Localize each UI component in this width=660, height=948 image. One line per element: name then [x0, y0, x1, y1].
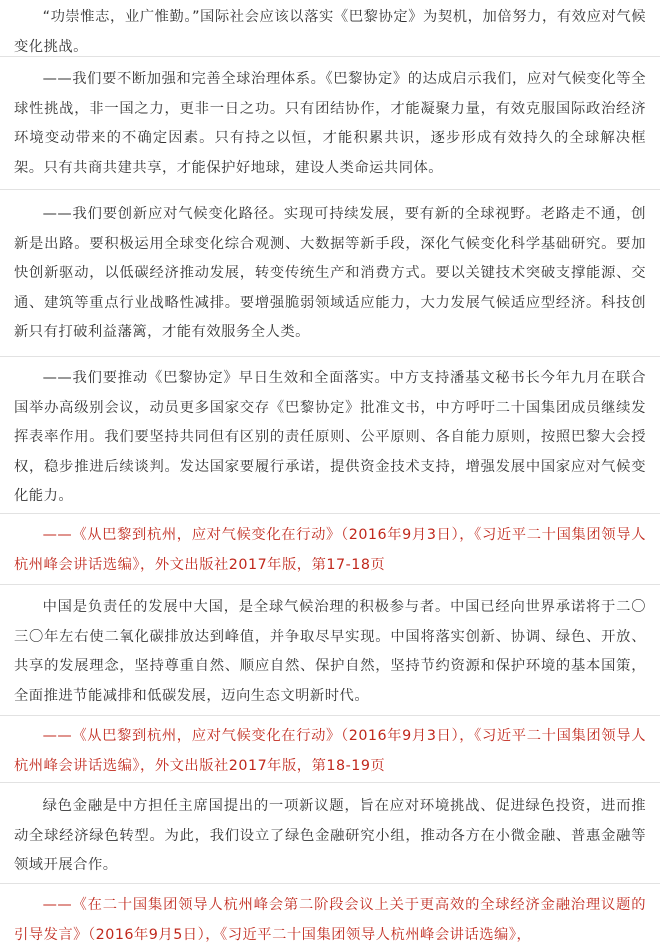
divider: [0, 782, 660, 783]
governance-paragraph: ——我们要不断加强和完善全球治理体系。《巴黎协定》的达成启示我们，应对气候变化等全球性挑战，非一国之力，更非一日之功。只有团结协作，才能凝聚力量，有效克服国际政治经济环境变动带来的不确定因素。只有持之以恒，才能积累共识，逐步形成有效持久的全球解决框架。只有共商共建共享，才能保护好地球，建设人类命运共同体。: [14, 71, 646, 176]
intro-paragraph: “功崇惟志，业广惟勤。”国际社会应该以落实《巴黎协定》为契机，加倍努力，有效应对气候变化挑战。: [14, 9, 646, 55]
china-commitment-paragraph: 中国是负责任的发展中大国，是全球气候治理的积极参与者。中国已经向世界承诺将于二〇三〇年左右使二氧化碳排放达到峰值，并争取尽早实现。中国将落实创新、协调、绿色、开放、共享的发展理念，坚持尊重自然、顺应自然、保护自然，坚持节约资源和保护环境的基本国策，全面推进节能减排和低碳发展，迈向生态文明新时代。: [14, 599, 646, 704]
implementation-paragraph: ——我们要推动《巴黎协定》早日生效和全面落实。中方支持潘基文秘书长今年九月在联合国举办高级别会议，动员更多国家交存《巴黎协定》批准文书，中方呼吁二十国集团成员继续发挥表率作用。我们要坚持共同但有区别的责任原则、公平原则、各自能力原则，按照巴黎大会授权，稳步推进后续谈判。发达国家要履行承诺，提供资金技术支持，增强发展中国家应对气候变化能力。: [14, 370, 646, 504]
divider: [0, 883, 660, 884]
divider: [0, 584, 660, 585]
divider: [0, 189, 660, 190]
divider: [0, 715, 660, 716]
divider: [0, 356, 660, 357]
source-citation: ——《从巴黎到杭州，应对气候变化在行动》（2016年9月3日），《习近平二十国集团领导人杭州峰会讲话选编》，外文出版社2017年版，第18-19页: [14, 728, 646, 774]
source-citation: ——《在二十国集团领导人杭州峰会第二阶段会议上关于更高效的全球经济金融治理议题的引导发言》（2016年9月5日），《习近平二十国集团领导人杭州峰会讲话选编》，: [14, 897, 646, 943]
innovation-paragraph: ——我们要创新应对气候变化路径。实现可持续发展，要有新的全球视野。老路走不通，创新是出路。要积极运用全球变化综合观测、大数据等新手段，深化气候变化科学基础研究。要加快创新驱动，以低碳经济推动发展，转变传统生产和消费方式。要以关键技术突破支撑能源、交通、建筑等重点行业战略性减排。要增强脆弱领域适应能力，大力发展气候适应型经济。科技创新只有打破利益藩篱，才能有效服务全人类。: [14, 206, 646, 340]
green-finance-paragraph: 绿色金融是中方担任主席国提出的一项新议题，旨在应对环境挑战、促进绿色投资，进而推动全球经济绿色转型。为此，我们设立了绿色金融研究小组，推动各方在小微金融、普惠金融等领域开展合作。: [14, 798, 646, 873]
source-citation: ——《从巴黎到杭州，应对气候变化在行动》（2016年9月3日），《习近平二十国集团领导人杭州峰会讲话选编》，外文出版社2017年版，第17-18页: [14, 527, 646, 573]
divider: [0, 513, 660, 514]
